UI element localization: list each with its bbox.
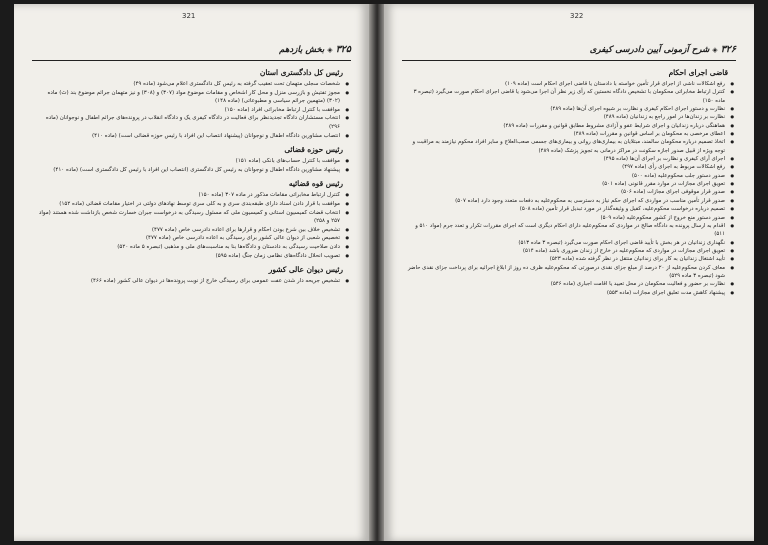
page-number: 321 <box>182 12 196 20</box>
list-item: ● مجوز تفتیش و بازرسی منزل و محل کار اشخاص و مقامات موضوع مواد (۳۰۷) و (۳۰۸) و نیز متهمان جرائم موضوع بند (ث) ماده (۳۰۲) (متهمین جرائم سیاسی و مطبوعاتی) (ماده ۱۴۸) <box>36 89 349 106</box>
list-item: ● اجرای آرای کیفری و نظارت بر اجرای آن‌ها (ماده ۴۹۵) <box>406 155 734 163</box>
list-item: ● اقدام به ارسال پرونده به دادگاه صالح در مواردی که محکوم‌علیه دارای احکام دیگری است که اجرای مقررات تکرار و تعدد جرم (مواد ۵۱۰ و ۵۱۱) <box>406 222 734 239</box>
page-content <box>406 68 734 297</box>
running-header <box>32 44 351 61</box>
list-item: ● پیشنهاد مشاورین دادگاه اطفال و نوجوانان به رئیس کل دادگستری (انتصاب این افراد با رئیس کل دادگستری است) (ماده ۴۱۰) <box>36 166 349 175</box>
running-header <box>402 44 736 61</box>
section-title: رئیس قوه قضائیه <box>288 179 343 189</box>
section-title: رئیس کل دادگستری استان <box>259 68 343 77</box>
item-list <box>36 277 349 286</box>
list-item: ● تأیید اشتغال زندانیان به کار برای زندانیان منتقل در نظر گرفته شده (ماده ۵۲۳) <box>406 255 734 263</box>
list-item: ● انتخاب مستشاران دادگاه تجدیدنظر برای فعالیت در دادگاه کیفری یک و دادگاه انقلاب در پرونده‌های جرائم اطفال و نوجوانان (ماده ۲۹۶) <box>36 114 349 131</box>
list-item: ● دادن صلاحیت رسیدگی به دادستان و دادگاه‌ها بنا به مناسبت‌های ملی و مذهبی (تبصره ۵ ماده ۵۲۰) <box>36 243 349 252</box>
list-item: ● انتصاب مشاورین دادگاه اطفال و نوجوانان (پیشنهاد انتصاب این افراد با رئیس حوزه قضائی است) (ماده ۴۱۰) <box>36 132 349 141</box>
list-item: ● تعویق اجرای مجازات در مواردی که محکوم‌علیه در خارج از زندان ضروری باشد (ماده ۵۱۴) <box>406 247 734 255</box>
list-item: ● تخصیص شعبی از دیوان عالی کشور برای رسیدگی به اعاده دادرسی خاص (ماده ۴۷۷) <box>36 234 349 243</box>
item-list <box>406 80 734 297</box>
page-content <box>36 68 349 286</box>
list-item: ● تشخیص خلاف بین شرع بودن احکام و قرارها برای اعاده دادرسی خاص (ماده ۴۷۷) <box>36 226 349 235</box>
list-item: ● نظارت بر زندان‌ها در امور راجع به زندانیان (ماده ۴۸۹) <box>406 113 734 121</box>
list-item: ● تشخیص جریحه دار شدن عفت عمومی برای رسیدگی خارج از نوبت پرونده‌ها در دیوان عالی کشور (ماده ۴۶۶) <box>36 277 349 286</box>
list-item: ● رفع اشکالات ناشی از اجرای قرار تأمین خواسته با دادستان یا قاضی اجرای احکام است (ماده ۱۰۹) <box>406 80 734 88</box>
list-item: ● کنترل ارتباط مخابراتی محکومان با تشخیص دادگاه نخستین که رأی زیر نظر آن اجرا می‌شود یا قاضی اجرای احکام صورت می‌گیرد (تبصره ۳ ماده ۱۵۰) <box>406 88 734 105</box>
list-item: ● صدور قرار تأمین مناسب در مواردی که اجرای حکم نیاز به دسترسی به محکوم‌علیه به دفعات متعدد وجود دارد (ماده ۵۰۷) <box>406 197 734 205</box>
list-item: ● اعطای مرخصی به محکومان بر اساس قوانین و مقررات (ماده ۴۸۹) <box>406 130 734 138</box>
list-item: ● صدور دستور منع خروج از کشور محکوم‌علیه (ماده ۵۰۹) <box>406 214 734 222</box>
diamond-icon: ◈ <box>712 45 718 54</box>
list-item: ● تعویق اجرای مجازات در موارد مقرر قانونی (ماده ۵۰۱) <box>406 180 734 188</box>
right-page <box>384 4 754 541</box>
list-item: ● تصمیم درباره درخواست محکوم‌علیه، کفیل و وثیقه‌گذار در مورد تبدیل قرار تأمین (ماده ۵۰۸) <box>406 205 734 213</box>
item-list <box>36 191 349 260</box>
header-title: بخش یازدهم <box>279 45 325 55</box>
list-item: ● صدور دستور جلب محکوم‌علیه (ماده ۵۰۰) <box>406 172 734 180</box>
list-item: ● نگهداری زندانیان در هر بخش با تأیید قاضی اجرای احکام صورت می‌گیرد (تبصره ۳ ماده ۵۱۳) <box>406 239 734 247</box>
list-item: ● پیشنهاد کاهش مدت تعلیق اجرای مجازات (ماده ۵۵۳) <box>406 289 734 297</box>
list-item: ● نظارت و دستور اجرای احکام کیفری و نظارت بر شیوه اجرای آن‌ها (ماده ۴۸۹) <box>406 105 734 113</box>
header-title: شرح آزمونی آیین دادرسی کیفری <box>589 45 710 55</box>
section-title: رئیس حوزه قضائی <box>284 145 343 155</box>
book-spine <box>369 4 384 541</box>
page-number: 322 <box>570 12 584 20</box>
header-number: ۳۲۵ <box>335 44 351 55</box>
header-number: ۳۲۶ <box>720 44 736 55</box>
list-item: ● هماهنگی درباره زندانیان و اجرای شرایط عفو و آزادی مشروط مطابق قوانین و مقررات (ماده ۴۸۹) <box>406 122 734 130</box>
list-item: ● موافقت با قرار دادن اسناد دارای طبقه‌بندی سری و به کلی سری توسط نهادهای دولتی در اختیار مقامات قضائی (ماده ۱۵۲) <box>36 200 349 209</box>
list-item: ● تصویب انحلال دادگاه‌های نظامی زمان جنگ (ماده ۵۹۵) <box>36 252 349 261</box>
left-page <box>14 4 369 541</box>
list-item: ● صدور قرار موقوفی اجرای مجازات (ماده ۵۰۶) <box>406 188 734 196</box>
list-item: ● اتخاذ تصمیم درباره محکومان سالمند، مبتلایان به بیماری‌های روانی و بیماری‌های جسمی صعب‌العلاج و سایر افراد محکوم نیازمند به مراقبت و توجه ویژه از قبیل صدور اجازه سکونت در مراکز درمانی به تجویز پزشک (ماده ۴۸۹) <box>406 138 734 155</box>
item-list <box>36 80 349 140</box>
list-item: ● کنترل ارتباط مخابراتی مقامات مذکور در ماده ۳۰۷ (ماده ۱۵۰) <box>36 191 349 200</box>
item-list <box>36 157 349 174</box>
list-item: ● موافقت با کنترل حساب‌های بانکی (ماده ۱۵۱) <box>36 157 349 166</box>
section-title: قاضی اجرای احکام <box>668 68 728 77</box>
list-item: ● موافقت با کنترل ارتباط مخابراتی افراد (ماده ۱۵۰) <box>36 106 349 115</box>
diamond-icon: ◈ <box>327 45 333 54</box>
list-item: ● شخصات سجلی متهمان تحت تعقیب گرفته به رئیس کل دادگستری اعلام می‌شود (ماده ۴۹) <box>36 80 349 89</box>
list-item: ● رفع اشکالات مربوط به اجرای رأی (ماده ۴۹۷) <box>406 163 734 171</box>
list-item: ● نظارت بر حضور و فعالیت محکومان در محل تعیید یا اقامت اجباری (ماده ۵۴۶) <box>406 280 734 288</box>
list-item: ● معاف کردن محکوم‌علیه از ۲۰ درصد از مبلغ جزای نقدی درصورتی که محکوم‌علیه ظرف ده روز از ابلاغ اجرائیه برای پرداخت جزای نقدی حاضر شود (تبصره ۳ ماده ۵۲۹) <box>406 264 734 281</box>
list-item: ● انتخاب قضات کمیسیون استانی و کمیسیون ملی که مسئول رسیدگی به درخواست جبران خسارت شخص بازداشت شده هستند (مواد ۲۵۷ و ۲۵۸) <box>36 209 349 226</box>
section-title: رئیس دیوان عالی کشور <box>268 265 343 275</box>
